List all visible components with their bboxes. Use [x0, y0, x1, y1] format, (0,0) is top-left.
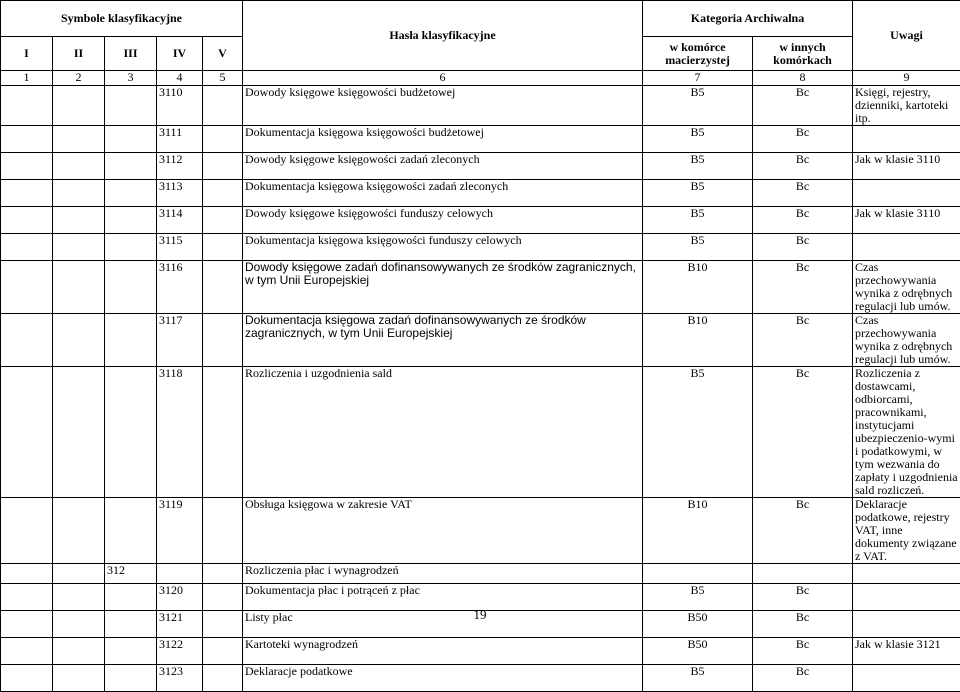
- title-cell: Dokumentacja płac i potrąceń z płac: [243, 584, 643, 611]
- hasla-header: Hasła klasyfikacyjne: [243, 1, 643, 71]
- level-header: II: [53, 37, 105, 71]
- kat2-cell: Bc: [753, 86, 853, 126]
- uwagi-cell: [853, 665, 960, 692]
- kat2-cell: Bc: [753, 314, 853, 367]
- level-header: III: [105, 37, 157, 71]
- kat1-cell: B5: [643, 367, 753, 498]
- table-row: [1, 234, 960, 261]
- symbol-cell: 3120: [157, 584, 203, 611]
- header-row-top: [1, 1, 960, 37]
- uwagi-cell: [853, 180, 960, 207]
- level-header: I: [1, 37, 53, 71]
- group-symbol-cell: 312: [105, 564, 157, 584]
- table-row: [1, 638, 960, 665]
- kat2-cell: Bc: [753, 584, 853, 611]
- kat1-cell: B50: [643, 638, 753, 665]
- table-row: [1, 207, 960, 234]
- kat1-cell: B5: [643, 234, 753, 261]
- kat1-cell: B5: [643, 584, 753, 611]
- title-cell: Dokumentacja księgowa zadań dofinansowywanych ze środków zagranicznych, w tym Unii Europejskiej: [243, 314, 643, 367]
- kat2-cell: Bc: [753, 498, 853, 564]
- kat1-cell: B5: [643, 153, 753, 180]
- uwagi-cell: Księgi, rejestry, dzienniki, kartoteki itp.: [853, 86, 960, 126]
- kat1-cell: B10: [643, 498, 753, 564]
- uwagi-cell: [853, 126, 960, 153]
- kat1-cell: B10: [643, 314, 753, 367]
- title-cell: Deklaracje podatkowe: [243, 665, 643, 692]
- table-row: [1, 180, 960, 207]
- symbol-cell: 3110: [157, 86, 203, 126]
- symbole-header: Symbole klasyfikacyjne: [1, 1, 243, 37]
- column-number: 5: [203, 71, 243, 86]
- kat2-cell: Bc: [753, 638, 853, 665]
- group-title-cell: Rozliczenia płac i wynagrodzeń: [243, 564, 643, 584]
- kat2-cell: Bc: [753, 611, 853, 638]
- uwagi-cell: Jak w klasie 3110: [853, 207, 960, 234]
- column-number: 2: [53, 71, 105, 86]
- table-row: [1, 665, 960, 692]
- title-cell: Rozliczenia i uzgodnienia sald: [243, 367, 643, 498]
- kategoria-header: Kategoria Archiwalna: [643, 1, 853, 37]
- column-number: 3: [105, 71, 157, 86]
- kat1-cell: B10: [643, 261, 753, 314]
- symbol-cell: 3119: [157, 498, 203, 564]
- table-row: [1, 367, 960, 498]
- title-cell: Listy płac: [243, 611, 643, 638]
- table-row: [1, 498, 960, 564]
- kat1-cell: B5: [643, 665, 753, 692]
- kat1-cell: B5: [643, 207, 753, 234]
- kat2-cell: Bc: [753, 234, 853, 261]
- table-row: [1, 86, 960, 126]
- kat2-cell: Bc: [753, 367, 853, 498]
- column-number: 6: [243, 71, 643, 86]
- column-number: 1: [1, 71, 53, 86]
- title-cell: Dowody księgowe zadań dofinansowywanych ze środków zagranicznych, w tym Unii Europejskiej: [243, 261, 643, 314]
- kat2-cell: Bc: [753, 207, 853, 234]
- level-header: IV: [157, 37, 203, 71]
- symbol-cell: 3112: [157, 153, 203, 180]
- table-row: [1, 126, 960, 153]
- symbol-cell: 3121: [157, 611, 203, 638]
- column-number-row: [1, 71, 960, 86]
- symbol-cell: 3115: [157, 234, 203, 261]
- column-number: 8: [753, 71, 853, 86]
- kat1-cell: B5: [643, 180, 753, 207]
- table-row: [1, 314, 960, 367]
- kat1-cell: B50: [643, 611, 753, 638]
- kat2-cell: Bc: [753, 153, 853, 180]
- uwagi-cell: Czas przechowywania wynika z odrębnych regulacji lub umów.: [853, 261, 960, 314]
- title-cell: Dokumentacja księgowa księgowości funduszy celowych: [243, 234, 643, 261]
- w-komorce-header: w komórce macierzystej: [643, 37, 753, 71]
- title-cell: Dowody księgowe księgowości funduszy celowych: [243, 207, 643, 234]
- symbol-cell: 3122: [157, 638, 203, 665]
- uwagi-header: Uwagi: [853, 1, 960, 71]
- title-cell: Dokumentacja księgowa księgowości budżetowej: [243, 126, 643, 153]
- title-cell: Dokumentacja księgowa księgowości zadań zleconych: [243, 180, 643, 207]
- symbol-cell: 3117: [157, 314, 203, 367]
- symbol-cell: 3118: [157, 367, 203, 498]
- symbol-cell: 3111: [157, 126, 203, 153]
- uwagi-cell: [853, 234, 960, 261]
- kat2-cell: Bc: [753, 180, 853, 207]
- kat2-cell: Bc: [753, 126, 853, 153]
- uwagi-cell: Jak w klasie 3121: [853, 638, 960, 665]
- kat1-cell: B5: [643, 126, 753, 153]
- column-number: 7: [643, 71, 753, 86]
- symbol-cell: 3113: [157, 180, 203, 207]
- title-cell: Dowody księgowe księgowości budżetowej: [243, 86, 643, 126]
- table-row: [1, 261, 960, 314]
- table-row-group: [1, 564, 960, 584]
- kat2-cell: Bc: [753, 665, 853, 692]
- symbol-cell: 3116: [157, 261, 203, 314]
- symbol-cell: 3123: [157, 665, 203, 692]
- symbol-cell: 3114: [157, 207, 203, 234]
- uwagi-cell: Deklaracje podatkowe, rejestry VAT, inne dokumenty związane z VAT.: [853, 498, 960, 564]
- title-cell: Kartoteki wynagrodzeń: [243, 638, 643, 665]
- title-cell: Dowody księgowe księgowości zadań zleconych: [243, 153, 643, 180]
- column-number: 9: [853, 71, 960, 86]
- table-row: [1, 153, 960, 180]
- w-innych-header: w innych komórkach: [753, 37, 853, 71]
- page-number: 19: [0, 607, 960, 623]
- uwagi-cell: Rozliczenia z dostawcami, odbiorcami, pracownikami, instytucjami ubezpieczenio-wymi i podatkowymi, w tym wezwania do zapłaty i uzgodnienia sald rozliczeń.: [853, 367, 960, 498]
- uwagi-cell: Jak w klasie 3110: [853, 153, 960, 180]
- kat1-cell: B5: [643, 86, 753, 126]
- column-number: 4: [157, 71, 203, 86]
- level-header: V: [203, 37, 243, 71]
- kat2-cell: Bc: [753, 261, 853, 314]
- title-cell: Obsługa księgowa w zakresie VAT: [243, 498, 643, 564]
- uwagi-cell: Czas przechowywania wynika z odrębnych regulacji lub umów.: [853, 314, 960, 367]
